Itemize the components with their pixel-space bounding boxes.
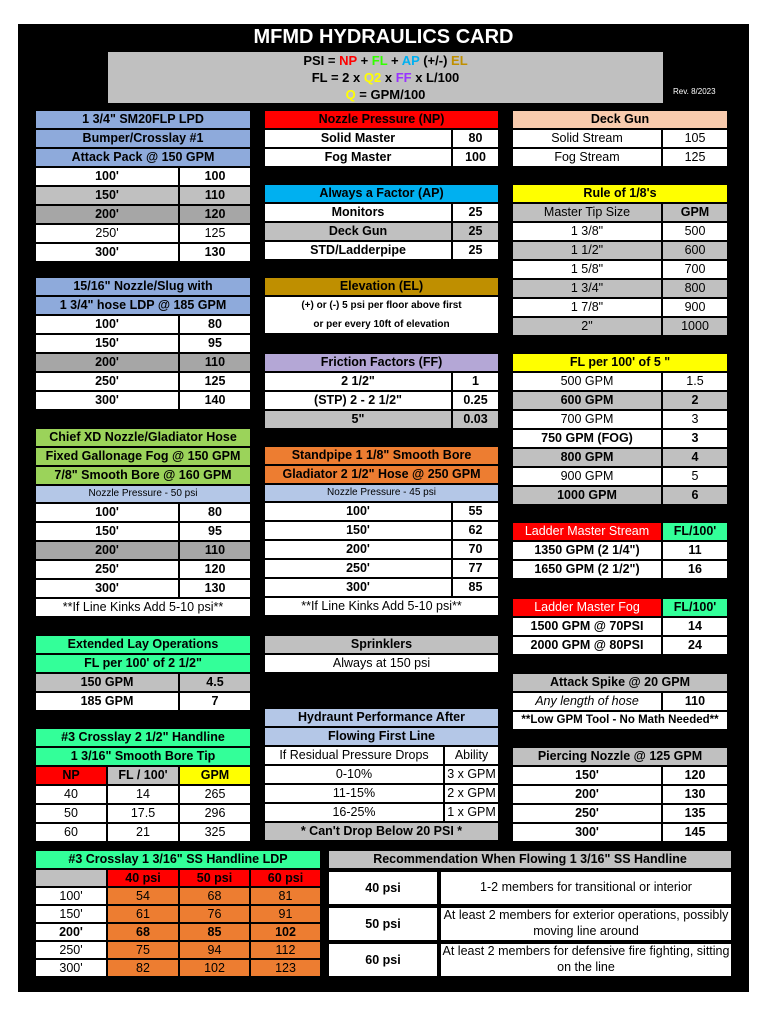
hydraulics-card — [18, 24, 749, 992]
crosslay3-header-2: 1 3/16" Smooth Bore Tip — [35, 747, 251, 766]
deck-gun-solid-value: 105 — [662, 129, 728, 148]
ss-60-4: 112 — [250, 941, 321, 959]
ff-5-label: 5" — [264, 410, 452, 429]
fl5-loss-7: 6 — [662, 486, 728, 505]
formula-plus-1: + — [356, 53, 372, 68]
ladder-fog-header: Ladder Master Fog — [512, 598, 662, 617]
formula-ap: AP — [401, 53, 420, 68]
crosslay3-fl-3: 21 — [107, 823, 179, 842]
extended-gpm-1: 150 GPM — [35, 673, 179, 692]
np-solid-master-label: Solid Master — [264, 129, 452, 148]
piercing-length-4: 300' — [512, 823, 662, 842]
extended-header-1: Extended Lay Operations — [35, 635, 251, 654]
crosslay3-header-1: #3 Crosslay 2 1/2" Handline — [35, 728, 251, 747]
crosslay3-gpm-3: 325 — [179, 823, 251, 842]
ss-length-1: 100' — [35, 887, 107, 905]
fl5-gpm-5: 800 GPM — [512, 448, 662, 467]
rule-col-tip: Master Tip Size — [512, 203, 662, 222]
ss-50-2: 76 — [179, 905, 250, 923]
fl5-loss-3: 3 — [662, 410, 728, 429]
slug-length-4: 250' — [35, 372, 179, 391]
sm20-length-1: 100' — [35, 167, 179, 186]
np-fog-master-label: Fog Master — [264, 148, 452, 167]
ladder-fog-fl-1: 14 — [662, 617, 728, 636]
ss-length-3: 200' — [35, 923, 107, 941]
formula-np: NP — [339, 53, 357, 68]
chief-nozzle-pressure: Nozzle Pressure - 50 psi — [35, 485, 251, 503]
rule-tip-1: 1 3/8" — [512, 222, 662, 241]
slug-header-2: 1 3/4" hose LDP @ 185 GPM — [35, 296, 251, 315]
rec-text-3: At least 2 members for defensive fire fighting, sitting on the line — [440, 943, 732, 977]
hydrant-col-ability: Ability — [444, 746, 499, 765]
rec-psi-1: 40 psi — [328, 871, 438, 905]
slug-pressure-4: 125 — [179, 372, 251, 391]
standpipe-pressure-5: 85 — [452, 578, 499, 597]
ss-40-3: 68 — [107, 923, 179, 941]
sm20-header-3: Attack Pack @ 150 GPM — [35, 148, 251, 167]
piercing-length-2: 200' — [512, 785, 662, 804]
ladder-stream-gpm-1: 1350 GPM (2 1/4") — [512, 541, 662, 560]
rule-col-gpm: GPM — [662, 203, 728, 222]
ss-50-3: 85 — [179, 923, 250, 941]
rule-tip-5: 1 7/8" — [512, 298, 662, 317]
deck-gun-solid-label: Solid Stream — [512, 129, 662, 148]
hydrant-col-residual: If Residual Pressure Drops — [264, 746, 444, 765]
chief-length-2: 150' — [35, 522, 179, 541]
extended-gpm-2: 185 GPM — [35, 692, 179, 711]
ss-50-1: 68 — [179, 887, 250, 905]
sprinklers-value: Always at 150 psi — [264, 654, 499, 673]
friction-header: Friction Factors (FF) — [264, 353, 499, 372]
hydrant-ability-3: 1 x GPM — [444, 803, 499, 822]
chief-header-2: Fixed Gallonage Fog @ 150 GPM — [35, 447, 251, 466]
ss-length-4: 250' — [35, 941, 107, 959]
sm20-pressure-5: 130 — [179, 243, 251, 262]
ss-col-60: 60 psi — [250, 869, 321, 887]
ss-60-1: 81 — [250, 887, 321, 905]
extended-fl-2: 7 — [179, 692, 251, 711]
elevation-line-1: (+) or (-) 5 psi per floor above first — [301, 300, 462, 311]
formula-fl: FL — [371, 53, 388, 68]
chief-pressure-5: 130 — [179, 579, 251, 598]
fl5-loss-4: 3 — [662, 429, 728, 448]
crosslay3-col-fl: FL / 100' — [107, 766, 179, 785]
ss-40-1: 54 — [107, 887, 179, 905]
formula-ff: FF — [395, 70, 412, 85]
standpipe-kink-note: **If Line Kinks Add 5-10 psi** — [264, 597, 499, 616]
fl5-loss-1: 1.5 — [662, 372, 728, 391]
standpipe-length-2: 150' — [264, 521, 452, 540]
slug-pressure-1: 80 — [179, 315, 251, 334]
rule-tip-2: 1 1/2" — [512, 241, 662, 260]
standpipe-pressure-4: 77 — [452, 559, 499, 578]
sprinklers-header: Sprinklers — [264, 635, 499, 654]
ss-50-5: 102 — [179, 959, 250, 977]
recommendation-header: Recommendation When Flowing 1 3/16" SS Handline — [328, 850, 732, 869]
q-formula — [108, 86, 663, 103]
ss-40-2: 61 — [107, 905, 179, 923]
fl5-gpm-4: 750 GPM (FOG) — [512, 429, 662, 448]
rule-tip-4: 1 3/4" — [512, 279, 662, 298]
chief-kink-note: **If Line Kinks Add 5-10 psi** — [35, 598, 251, 617]
crosslay3-col-gpm: GPM — [179, 766, 251, 785]
sm20-pressure-4: 125 — [179, 224, 251, 243]
piercing-pressure-2: 130 — [662, 785, 728, 804]
chief-header-1: Chief XD Nozzle/Gladiator Hose — [35, 428, 251, 447]
formula-el: EL — [451, 53, 468, 68]
fl5-gpm-6: 900 GPM — [512, 467, 662, 486]
sm20-length-4: 250' — [35, 224, 179, 243]
chief-pressure-4: 120 — [179, 560, 251, 579]
attack-spike-header: Attack Spike @ 20 GPM — [512, 673, 728, 692]
card-title: MFMD HYDRAULICS CARD — [253, 26, 514, 48]
crosslay3-fl-2: 17.5 — [107, 804, 179, 823]
sm20-length-2: 150' — [35, 186, 179, 205]
fl5-gpm-1: 500 GPM — [512, 372, 662, 391]
ap-ladderpipe-label: STD/Ladderpipe — [264, 241, 452, 260]
nozzle-pressure-header: Nozzle Pressure (NP) — [264, 110, 499, 129]
fl-formula-lead: FL = 2 x — [311, 70, 364, 85]
standpipe-length-5: 300' — [264, 578, 452, 597]
formula-q: Q — [345, 87, 356, 102]
attack-spike-value: 110 — [662, 692, 728, 711]
standpipe-pressure-1: 55 — [452, 502, 499, 521]
standpipe-pressure-2: 62 — [452, 521, 499, 540]
ap-deck-gun-value: 25 — [452, 222, 499, 241]
formula-plusminus: (+/-) — [419, 53, 452, 68]
rec-psi-3: 60 psi — [328, 943, 438, 977]
rule-gpm-3: 700 — [662, 260, 728, 279]
rule-gpm-5: 900 — [662, 298, 728, 317]
rec-psi-2: 50 psi — [328, 907, 438, 941]
chief-length-4: 250' — [35, 560, 179, 579]
chief-pressure-2: 95 — [179, 522, 251, 541]
piercing-length-3: 250' — [512, 804, 662, 823]
extended-header-2: FL per 100' of 2 1/2" — [35, 654, 251, 673]
psi-formula — [108, 52, 663, 69]
psi-formula-lead: PSI = — [303, 53, 340, 68]
fl-formula-tail: x L/100 — [411, 70, 460, 85]
ff-stp-label: (STP) 2 - 2 1/2" — [264, 391, 452, 410]
standpipe-length-3: 200' — [264, 540, 452, 559]
sm20-length-5: 300' — [35, 243, 179, 262]
ss-length-2: 150' — [35, 905, 107, 923]
crosslay3-np-1: 40 — [35, 785, 107, 804]
elevation-rule — [264, 296, 499, 334]
sm20-pressure-2: 110 — [179, 186, 251, 205]
deck-gun-fog-value: 125 — [662, 148, 728, 167]
fl5-loss-6: 5 — [662, 467, 728, 486]
rule-gpm-2: 600 — [662, 241, 728, 260]
ss-handline-header: #3 Crosslay 1 3/16" SS Handline LDP — [35, 850, 321, 869]
rule-tip-3: 1 5/8" — [512, 260, 662, 279]
ss-40-5: 82 — [107, 959, 179, 977]
ladder-fog-col: FL/100' — [662, 598, 728, 617]
slug-pressure-3: 110 — [179, 353, 251, 372]
chief-header-3: 7/8" Smooth Bore @ 160 GPM — [35, 466, 251, 485]
piercing-pressure-3: 135 — [662, 804, 728, 823]
ff-stp-value: 0.25 — [452, 391, 499, 410]
ff-2-5-label: 2 1/2" — [264, 372, 452, 391]
ss-50-4: 94 — [179, 941, 250, 959]
ss-60-2: 91 — [250, 905, 321, 923]
hydrant-header-2: Flowing First Line — [264, 727, 499, 746]
ladder-stream-col: FL/100' — [662, 522, 728, 541]
hydrant-ability-1: 3 x GPM — [444, 765, 499, 784]
standpipe-nozzle-pressure: Nozzle Pressure - 45 psi — [264, 484, 499, 502]
fl5-gpm-3: 700 GPM — [512, 410, 662, 429]
slug-length-2: 150' — [35, 334, 179, 353]
hydrant-ability-2: 2 x GPM — [444, 784, 499, 803]
ss-60-3: 102 — [250, 923, 321, 941]
ladder-fog-gpm-1: 1500 GPM @ 70PSI — [512, 617, 662, 636]
piercing-pressure-1: 120 — [662, 766, 728, 785]
crosslay3-gpm-1: 265 — [179, 785, 251, 804]
standpipe-header-1: Standpipe 1 1/8" Smooth Bore — [264, 446, 499, 465]
ap-ladderpipe-value: 25 — [452, 241, 499, 260]
fl5-gpm-7: 1000 GPM — [512, 486, 662, 505]
ss-length-5: 300' — [35, 959, 107, 977]
slug-pressure-5: 140 — [179, 391, 251, 410]
piercing-length-1: 150' — [512, 766, 662, 785]
slug-length-5: 300' — [35, 391, 179, 410]
chief-length-1: 100' — [35, 503, 179, 522]
formula-q2: Q2 — [363, 70, 382, 85]
sm20-length-3: 200' — [35, 205, 179, 224]
formula-plus-2: + — [387, 53, 402, 68]
deck-gun-fog-label: Fog Stream — [512, 148, 662, 167]
rule-eighths-header: Rule of 1/8's — [512, 184, 728, 203]
crosslay3-np-3: 60 — [35, 823, 107, 842]
ap-deck-gun-label: Deck Gun — [264, 222, 452, 241]
crosslay3-fl-1: 14 — [107, 785, 179, 804]
sm20-header-1: 1 3/4" SM20FLP LPD — [35, 110, 251, 129]
ff-2-5-value: 1 — [452, 372, 499, 391]
slug-pressure-2: 95 — [179, 334, 251, 353]
rule-gpm-6: 1000 — [662, 317, 728, 336]
sm20-pressure-1: 100 — [179, 167, 251, 186]
fl5-gpm-2: 600 GPM — [512, 391, 662, 410]
rule-tip-6: 2" — [512, 317, 662, 336]
hydrant-header-1: Hydraunt Performance After — [264, 708, 499, 727]
slug-length-3: 200' — [35, 353, 179, 372]
np-fog-master-value: 100 — [452, 148, 499, 167]
q-formula-tail: = GPM/100 — [355, 87, 426, 102]
ladder-stream-fl-1: 11 — [662, 541, 728, 560]
sm20-header-2: Bumper/Crosslay #1 — [35, 129, 251, 148]
slug-header-1: 15/16" Nozzle/Slug with — [35, 277, 251, 296]
ladder-fog-gpm-2: 2000 GPM @ 80PSI — [512, 636, 662, 655]
hydrant-drop-3: 16-25% — [264, 803, 444, 822]
standpipe-pressure-3: 70 — [452, 540, 499, 559]
ladder-stream-gpm-2: 1650 GPM (2 1/2") — [512, 560, 662, 579]
attack-spike-note: **Low GPM Tool - No Math Needed** — [512, 711, 728, 730]
chief-pressure-1: 80 — [179, 503, 251, 522]
ss-col-40: 40 psi — [107, 869, 179, 887]
rule-gpm-4: 800 — [662, 279, 728, 298]
piercing-pressure-4: 145 — [662, 823, 728, 842]
sm20-pressure-3: 120 — [179, 205, 251, 224]
fl5-loss-2: 2 — [662, 391, 728, 410]
ap-monitors-label: Monitors — [264, 203, 452, 222]
ss-col-50: 50 psi — [179, 869, 250, 887]
chief-length-3: 200' — [35, 541, 179, 560]
np-solid-master-value: 80 — [452, 129, 499, 148]
attack-spike-label: Any length of hose — [512, 692, 662, 711]
fl-5-inch-header: FL per 100' of 5 " — [512, 353, 728, 372]
crosslay3-gpm-2: 296 — [179, 804, 251, 823]
elevation-line-2: or per every 10ft of elevation — [313, 319, 450, 330]
piercing-header: Piercing Nozzle @ 125 GPM — [512, 747, 728, 766]
slug-length-1: 100' — [35, 315, 179, 334]
ff-5-value: 0.03 — [452, 410, 499, 429]
hydrant-drop-1: 0-10% — [264, 765, 444, 784]
crosslay3-np-2: 50 — [35, 804, 107, 823]
elevation-header: Elevation (EL) — [264, 277, 499, 296]
hydrant-min-note: * Can't Drop Below 20 PSI * — [264, 822, 499, 841]
ap-monitors-value: 25 — [452, 203, 499, 222]
extended-fl-1: 4.5 — [179, 673, 251, 692]
standpipe-length-1: 100' — [264, 502, 452, 521]
revision-date: Rev. 8/2023 — [673, 87, 716, 96]
rule-gpm-1: 500 — [662, 222, 728, 241]
fl-formula-mid: x — [381, 70, 396, 85]
hydrant-drop-2: 11-15% — [264, 784, 444, 803]
chief-pressure-3: 110 — [179, 541, 251, 560]
standpipe-header-2: Gladiator 2 1/2" Hose @ 250 GPM — [264, 465, 499, 484]
always-factor-header: Always a Factor (AP) — [264, 184, 499, 203]
ss-60-5: 123 — [250, 959, 321, 977]
fl5-loss-5: 4 — [662, 448, 728, 467]
fl-formula — [108, 69, 663, 86]
standpipe-length-4: 250' — [264, 559, 452, 578]
ss-col-length — [35, 869, 107, 887]
chief-length-5: 300' — [35, 579, 179, 598]
deck-gun-header: Deck Gun — [512, 110, 728, 129]
rec-text-2: At least 2 members for exterior operations, possibly moving line around — [440, 907, 732, 941]
ladder-stream-fl-2: 16 — [662, 560, 728, 579]
rec-text-1: 1-2 members for transitional or interior — [440, 871, 732, 905]
ss-40-4: 75 — [107, 941, 179, 959]
crosslay3-col-np: NP — [35, 766, 107, 785]
ladder-stream-header: Ladder Master Stream — [512, 522, 662, 541]
ladder-fog-fl-2: 24 — [662, 636, 728, 655]
